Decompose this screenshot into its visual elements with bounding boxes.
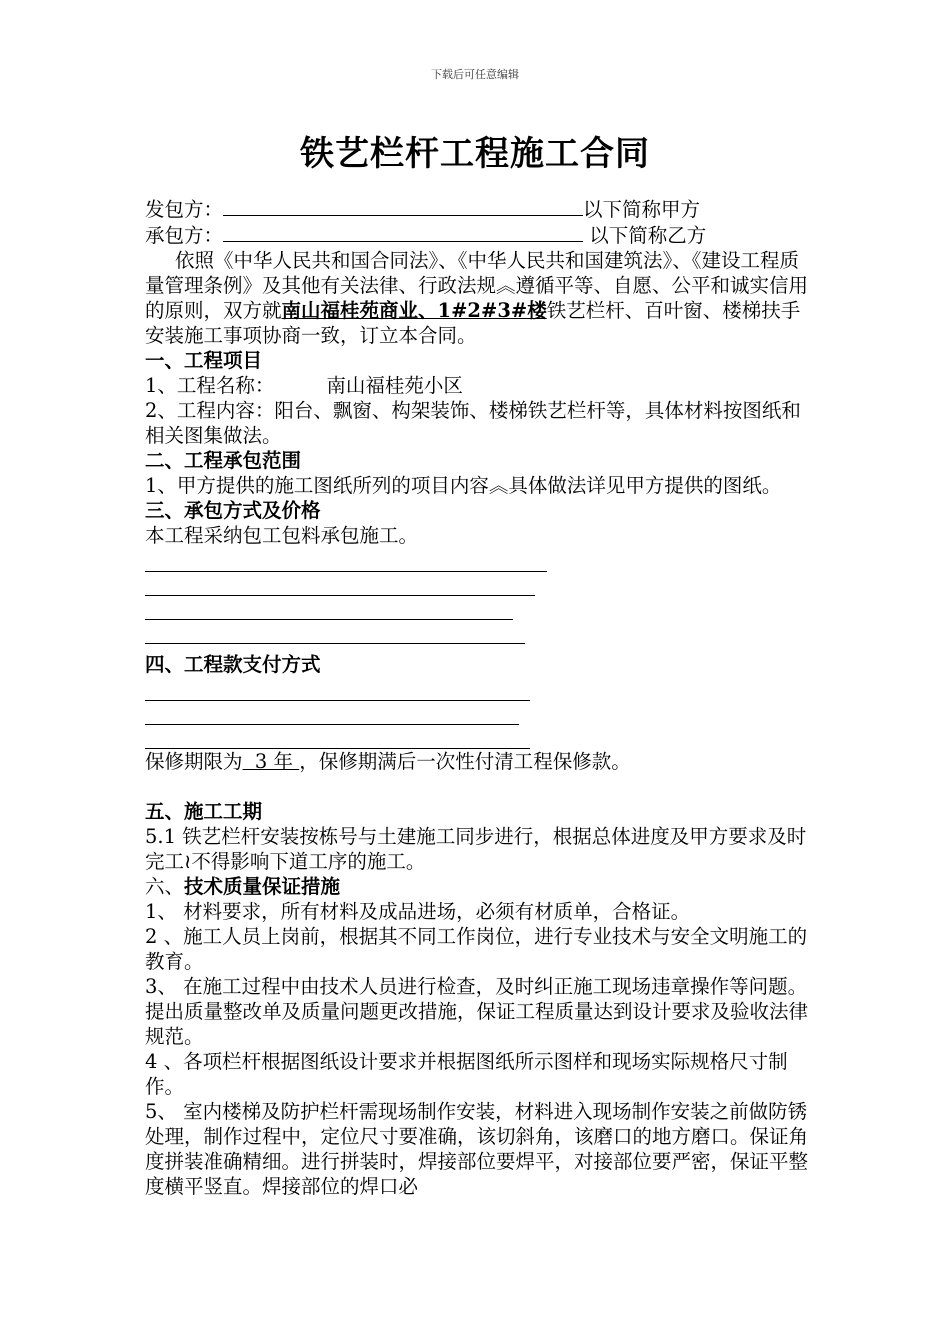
section5-item1: 5.1 铁艺栏杆安装按栋号与土建施工同步进行，根据总体进度及甲方要求及时完工≀不得影响下道工序的施工。	[145, 825, 807, 873]
section3-blank-line-3[interactable]	[145, 596, 513, 620]
intro-paragraph	[145, 248, 810, 348]
party-b-line	[145, 222, 810, 248]
item1-value: 南山福桂苑小区	[326, 374, 463, 397]
section1-heading: 一、工程项目	[145, 349, 263, 372]
section6-item1: 1、 材料要求，所有材料及成品进场，必须有材质单，合格证。	[145, 900, 691, 923]
section6-item4: 4 、各项栏杆根据图纸设计要求并根据图纸所示图样和现场实际规格尺寸制作。	[145, 1050, 788, 1098]
intro-text-1: 依照《中华人民共和国合同法》、《中华人民共和国建筑法》、《建设工程质量管理条例》及其他有关法律、行政法规︽遵循平等、自愿、公平和诚实信用的原则，双方就	[145, 249, 809, 322]
section1-item2: 2、工程内容：阳台、飘窗、构架装饰、楼梯铁艺栏杆等，具体材料按图纸和相关图集做法。	[145, 399, 801, 447]
section5-heading: 五、施工工期	[145, 800, 263, 823]
section2-item1: 1、甲方提供的施工图纸所列的项目内容︽具体做法详见甲方提供的图纸。	[145, 474, 782, 497]
section2-heading: 二、工程承包范围	[145, 449, 302, 472]
party-b-label: 承包方：	[145, 224, 224, 247]
section6-heading-bold: 技术质量保证措施	[184, 875, 341, 898]
section3-blank-line-2[interactable]	[145, 572, 535, 596]
contract-body	[145, 196, 810, 1199]
section3-heading: 三、承包方式及价格	[145, 499, 321, 522]
party-a-blank[interactable]	[223, 196, 583, 216]
section3-blank-line-4[interactable]	[145, 620, 525, 644]
section3-text: 本工程采纳包工包料承包施工。	[145, 524, 419, 547]
intro-text-2: 铁艺栏杆、百叶窗、楼梯扶手安装施工事项协商一致，订立本合同。	[145, 299, 801, 347]
section6-heading-prefix: 六、	[145, 875, 185, 898]
section3-blank-line-1[interactable]	[145, 548, 547, 572]
party-a-line	[145, 196, 810, 222]
section1-item1	[145, 373, 810, 398]
warranty-prefix: 保修期限为	[145, 750, 243, 773]
section4-blank-line-2[interactable]	[145, 701, 519, 725]
section6-item2: 2 、施工人员上岗前，根据其不同工作岗位，进行专业技术与安全文明施工的教育。	[145, 925, 808, 973]
party-a-suffix: 以下简称甲方	[583, 198, 701, 221]
party-b-suffix: 以下简称乙方	[583, 224, 707, 247]
section4-blank-line-1[interactable]	[145, 677, 530, 701]
section6-item5: 5、 室内楼梯及防护栏杆需现场制作安装，材料进入现场制作安装之前做防锈处理，制作过程中，定位尺寸要准确，该切斜角，该磨口的地方磨口。保证角度拼装准确精细。进行拼装时，焊接部位要焊平，对接部位要严密，保证平整度横平竖直。焊接部位的焊口必	[145, 1100, 809, 1198]
section6-item3: 3、 在施工过程中由技术人员进行检查，及时纠正施工现场违章操作等问题。提出质量整改单及质量问题更改措施，保证工程质量达到设计要求及验收法律规范。	[145, 975, 809, 1048]
document-title: 铁艺栏杆工程施工合同	[300, 134, 650, 174]
party-b-blank[interactable]	[223, 222, 583, 242]
section4-heading: 四、工程款支付方式	[145, 653, 321, 676]
header-note: 下载后可任意编辑	[431, 68, 519, 81]
section4-blank-line-3[interactable]	[145, 725, 530, 749]
warranty-line	[145, 749, 810, 774]
project-name-bold: 南山福桂苑商业、1#2#3#楼	[281, 299, 547, 322]
spacer	[145, 774, 810, 799]
section6-heading	[145, 874, 810, 899]
warranty-suffix: ，保修期满后一次性付清工程保修款。	[299, 750, 631, 773]
party-a-label: 发包方：	[145, 198, 224, 221]
warranty-value[interactable]: 3 年	[242, 750, 300, 773]
item1-label: 1、工程名称：	[145, 374, 275, 397]
